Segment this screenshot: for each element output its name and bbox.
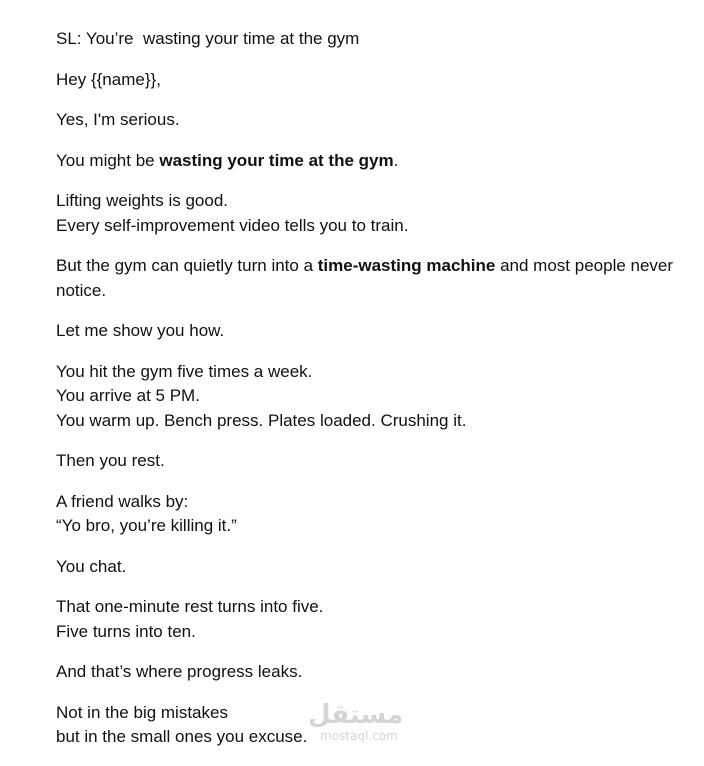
paragraph-serious xyxy=(56,108,676,133)
email-body xyxy=(56,27,676,766)
paragraph-text: Let me show you how. xyxy=(56,321,225,340)
paragraph-time-wasting-machine xyxy=(56,254,676,303)
paragraph-show-you xyxy=(56,319,676,344)
text-segment: You might be xyxy=(56,150,160,170)
paragraph-rest xyxy=(56,449,676,474)
paragraph-rest-grows xyxy=(56,595,676,644)
paragraph-line: You hit the gym five times a week. xyxy=(56,361,313,381)
paragraph-friend xyxy=(56,490,676,539)
paragraph-line: You arrive at 5 PM. xyxy=(56,386,200,405)
paragraph-wasting-time xyxy=(56,149,676,174)
paragraph-line: Lifting weights is good. xyxy=(56,191,228,210)
paragraph-line: Not in the big mistakes xyxy=(56,702,228,722)
paragraph-routine xyxy=(56,360,676,434)
paragraph-line xyxy=(56,254,676,303)
greeting-text: Hey {{name}}, xyxy=(56,69,161,89)
paragraph-text: And that’s where progress leaks. xyxy=(56,662,303,681)
paragraph-text: Then you rest. xyxy=(56,451,165,470)
paragraph-progress-leaks xyxy=(56,660,676,685)
paragraph-chat xyxy=(56,555,676,580)
paragraph-lifting xyxy=(56,189,676,238)
paragraph-line: Every self-improvement video tells you to train. xyxy=(56,215,409,235)
bold-emphasis: wasting your time at the gym xyxy=(159,150,394,170)
paragraph-small-mistakes xyxy=(56,701,676,750)
watermark-logo: مستقل xyxy=(308,700,404,730)
paragraph-line: “Yo bro, you’re killing it.” xyxy=(56,516,237,535)
paragraph-line: You warm up. Bench press. Plates loaded. Crushing it. xyxy=(56,410,467,430)
text-segment: . xyxy=(393,150,399,170)
paragraph-text: You chat. xyxy=(56,556,127,576)
text-segment: and most people never notice. xyxy=(56,256,674,300)
paragraph-line: but in the small ones you excuse. xyxy=(56,727,308,746)
text-segment: But the gym can quietly turn into a xyxy=(56,256,318,275)
paragraph-line xyxy=(56,149,676,174)
watermark-domain: mostaql.com xyxy=(320,729,398,743)
paragraph-line: Five turns into ten. xyxy=(56,621,196,641)
paragraph-line: That one-minute rest turns into five. xyxy=(56,597,324,616)
greeting-paragraph xyxy=(56,68,676,93)
subject-text: SL: You’re wasting your time at the gym xyxy=(56,29,360,48)
paragraph-text: Yes, I'm serious. xyxy=(56,110,180,129)
subject-line xyxy=(56,27,676,52)
paragraph-line: A friend walks by: xyxy=(56,491,189,511)
bold-emphasis: time-wasting machine xyxy=(317,256,496,275)
